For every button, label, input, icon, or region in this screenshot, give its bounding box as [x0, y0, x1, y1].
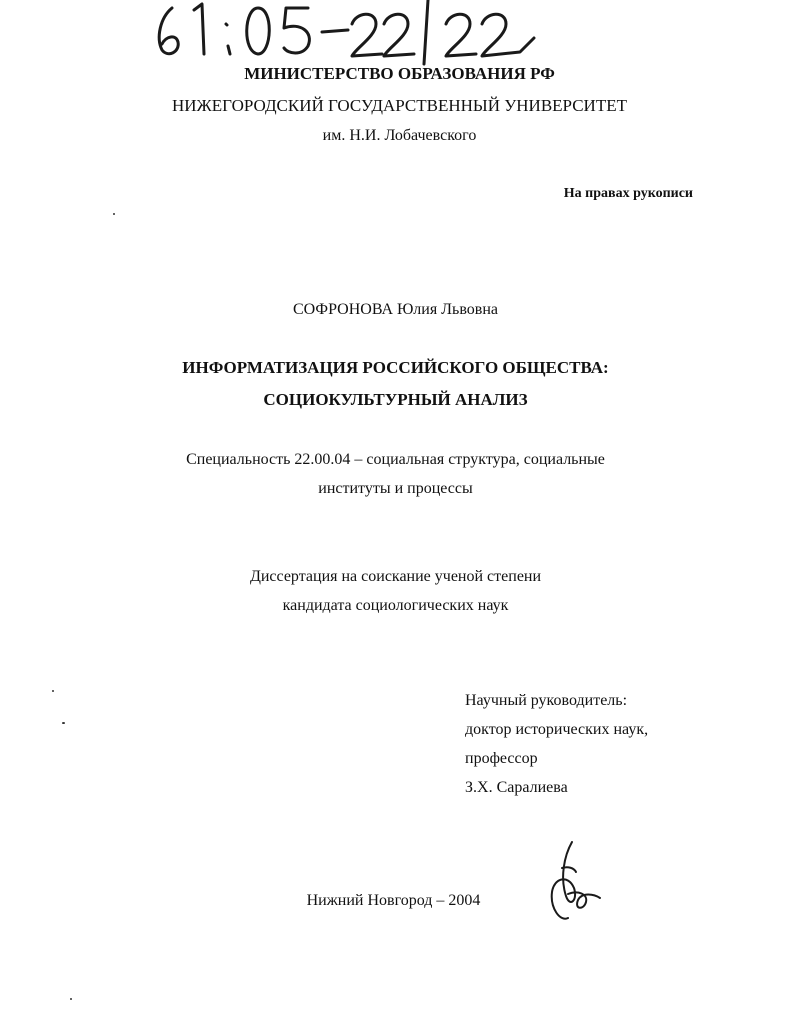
- handwritten-signature: [538, 838, 602, 928]
- degree-statement-line-1: Диссертация на соискание ученой степени: [249, 568, 542, 585]
- university-name: НИЖЕГОРОДСКИЙ ГОСУДАРСТВЕННЫЙ УНИВЕРСИТЕТ: [172, 96, 627, 115]
- degree-statement-line-2: кандидата социологических наук: [282, 597, 509, 614]
- handwritten-archive-code: [150, 0, 550, 66]
- scan-speck: [70, 998, 72, 1000]
- dissertation-title-line-2: СОЦИОКУЛЬТУРНЫЙ АНАЛИЗ: [263, 390, 528, 409]
- manuscript-rights-note: На правах рукописи: [563, 186, 693, 201]
- specialty-line-1: Специальность 22.00.04 – социальная структура, социальные: [186, 451, 605, 468]
- supervisor-degree: доктор исторических наук,: [465, 721, 649, 738]
- dissertation-title-line-1: ИНФОРМАТИЗАЦИЯ РОССИЙСКОГО ОБЩЕСТВА:: [182, 358, 609, 377]
- supervisor-name: З.Х. Саралиева: [465, 779, 568, 796]
- specialty-line-2: институты и процессы: [318, 480, 473, 497]
- city-and-year: Нижний Новгород – 2004: [306, 892, 481, 909]
- supervisor-rank: профессор: [465, 750, 538, 767]
- supervisor-label: Научный руководитель:: [465, 692, 628, 709]
- author-name: СОФРОНОВА Юлия Львовна: [293, 301, 498, 318]
- university-named-after: им. Н.И. Лобачевского: [322, 127, 477, 144]
- supervisor-block: [465, 686, 648, 802]
- scan-speck: [52, 690, 54, 692]
- scan-speck: [62, 722, 65, 724]
- ministry-name: МИНИСТЕРСТВО ОБРАЗОВАНИЯ РФ: [244, 64, 555, 83]
- scan-speck: [113, 213, 115, 215]
